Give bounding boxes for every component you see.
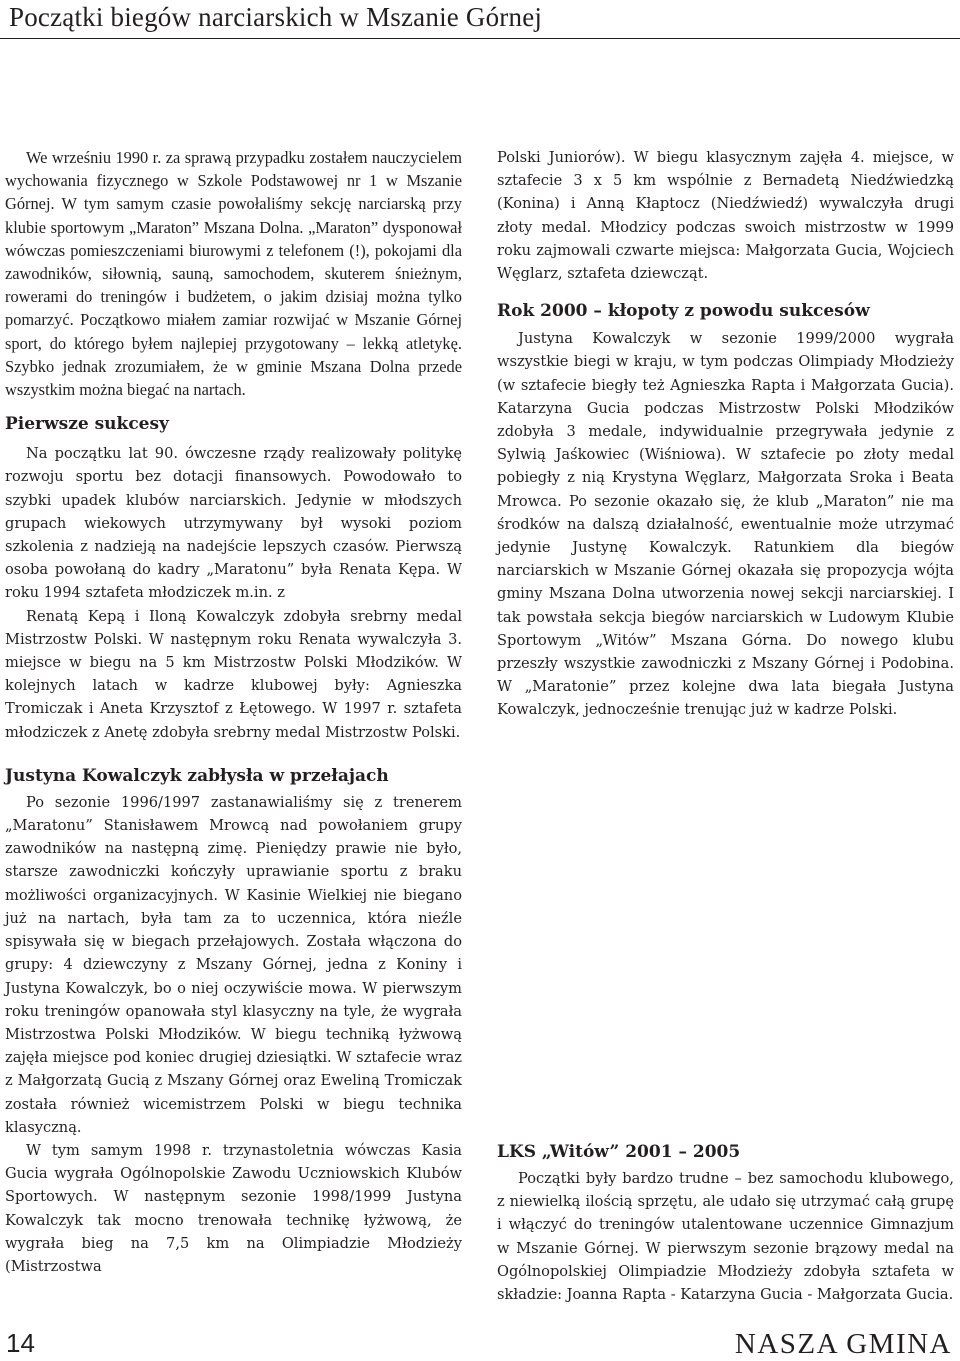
section-heading-pierwsze-sukcesy: Pierwsze sukcesy (5, 414, 169, 435)
left-column (5, 146, 462, 1278)
paragraph: Polski Juniorów). W biegu klasycznym zajęła 4. miejsce, w sztafecie 3 x 5 km wspólnie z Bernadetą Niedźwiedzką (Konina) i Anną Kłaptocz (Niedźwiedź) wywalczyła drugi złoty medal. Młodzicy podczas swoich mistrzostw w 1999 roku zajmowali czwarte miejsca: Małgorzata Gucia, Wojciech Węglarz, sztafeta dziewcząt. (497, 149, 954, 283)
paragraph: Renatą Kepą i Iloną Kowalczyk zdobyła srebrny medal Mistrzostw Polski. W następnym roku Renata wywalczyła 3. miejsce w biegu na 5 km Mistrzostw Polski Młodzików. W kolejnych latach w kadrze klubowej były: Agnieszka Tromiczak i Aneta Krzysztof z Łętowego. W 1997 r. sztafeta młodziczek z Anetę zdobyła srebrny medal Mistrzostw Polski. (5, 607, 462, 741)
magazine-name: NASZA GMINA (734, 1328, 952, 1360)
paragraph: Po sezonie 1996/1997 zastanawialiśmy się z trenerem „Maratonu” Stanisławem Mrowcą nad powołaniem grupy zawodników na następną zimę. Pieniędzy prawie nie było, starsze zawodniczki kończyły uprawianie sportu z braku możliwości organizacyjnych. W Kasinie Wielkiej nie biegano już na nartach, była tam za to uczennica, która nieźle spisywała się w biegach przełajowych. Została włączona do grupy: 4 dziewczyny z Mszany Górnej, jedna z Koniny i Justyna Kowalczyk, bo o niej oczywiście mowa. W pierwszym roku treningów opanowała styl klasyczny na tyle, że wygrała Mistrzostwa Polski Młodzików. W biegu techniką łyżwową zajęła miejsce pod koniec drugiej dziesiątki. W sztafecie wraz z Małgorzatą Gucią z Mszany Górnej oraz Eweliną Tromiczak została również wicemistrzem Polski w biegu technika klasyczną. (5, 793, 462, 1136)
paragraph: Początki były bardzo trudne – bez samochodu klubowego, z niewielką ilością sprzętu, ale udało się utrzymać całą grupę i włączyć do treningów utalentowane uczennice Gimnazjum w Mszanie Górnej. W pierwszym sezonie brązowy medal na Ogólnopolskiej Olimpiadzie Młodzieży zdobyła sztafeta w składzie: Joanna Rapta - Katarzyna Gucia - Małgorzata Gucia. (497, 1170, 954, 1304)
right-column-top (497, 146, 954, 722)
intro-paragraph: We wrześniu 1990 r. za sprawą przypadku zostałem nauczycielem wychowania fizycznego w Szkole Podstawowej nr 1 w Mszanie Górnej. W tym samym czasie powołaliśmy sekcję narciarską przy klubie sportowym „Maraton” Mszana Dolna. „Maraton” dysponował wówczas pomieszczeniami biurowymi z telefonem (!), pokojami dla zawodników, siłownią, sauną, samochodem, skuterem śnieżnym, rowerami do treningów i budżetem, o jakim dzisiaj można tylko pomarzyć. Początkowo miałem zamiar rozwijać w Mszanie Górnej sport, do którego byłem najlepiej przygotowany – lekką atletykę. Szybko jednak zrozumiałem, że w gminie Mszana Dolna przede wszystkim można biegać na nartach. (5, 148, 462, 400)
page-header (0, 0, 960, 64)
section-heading-rok-2000: Rok 2000 – kłopoty z powodu sukcesów (497, 301, 870, 322)
header-rule (0, 38, 960, 39)
paragraph: Na początku lat 90. ówczesne rządy realizowały politykę rozwoju sportu bez dotacji finansowych. Powodowało to szybki upadek klubów narciarskich. Jedynie w młodszych grupach wiekowych utrzymywany był wysoki poziom szkolenia z nadzieją na nadejście lepszych czasów. Pierwszą osoba powołaną do kadry „Maratonu” była Renata Kępa. W roku 1994 sztafeta młodziczek m.in. z (5, 445, 462, 602)
paragraph: W tym samym 1998 r. trzynastoletnia wówczas Kasia Gucia wygrała Ogólnopolskie Zawodu Uczniowskich Klubów Sportowych. W następnym sezonie 1998/1999 Justyna Kowalczyk tak mocno trenowała technikę łyżwową, że wygrała bieg na 7,5 km na Olimpiadzie Młodzieży (Mistrzostwa (5, 1141, 462, 1275)
right-column-bottom (497, 1140, 954, 1306)
paragraph: Justyna Kowalczyk w sezonie 1999/2000 wygrała wszystkie biegi w kraju, w tym podczas Olimpiady Młodzieży (w sztafecie biegły też Agnieszka Rapta i Małgorzata Gucia). Katarzyna Gucia podczas Mistrzostw Polski Młodzików zdobyła 3 medale, indywidualnie przegrywała jedynie z Sylwią Jaśkowiec (Wiśniowa). W sztafecie po złoty medal pobiegły z nią Krystyna Węglarz, Małgorzata Sroka i Beata Mrowca. Po sezonie okazało się, że klub „Maraton” nie ma środków na dalszą działalność, ewentualnie może utrzymać jedynie Justynę Kowalczyk. Ratunkiem dla biegów narciarskich w Mszanie Górnej okazała się propozycja wójta gminy Mszana Dolna utworzenia nowej sekcji narciarskiej. I tak powstała sekcja biegów narciarskich w Ludowym Klubie Sportowym „Witów” Mszana Górna. Do nowego klubu przeszły wszystkie zawodniczki z Mszany Górnej i Podobina. W „Maratonie” przez kolejne dwa lata biegała Justyna Kowalczyk, jednocześnie trenując już w kadrze Polski. (497, 330, 954, 719)
section-heading-justyna-kowalczyk: Justyna Kowalczyk zabłysła w przełajach (5, 765, 389, 786)
page-number: 14 (6, 1328, 35, 1358)
section-heading-lks-witow: LKS „Witów” 2001 – 2005 (497, 1142, 741, 1162)
page-title: Początki biegów narciarskich w Mszanie Górnej (9, 2, 543, 32)
